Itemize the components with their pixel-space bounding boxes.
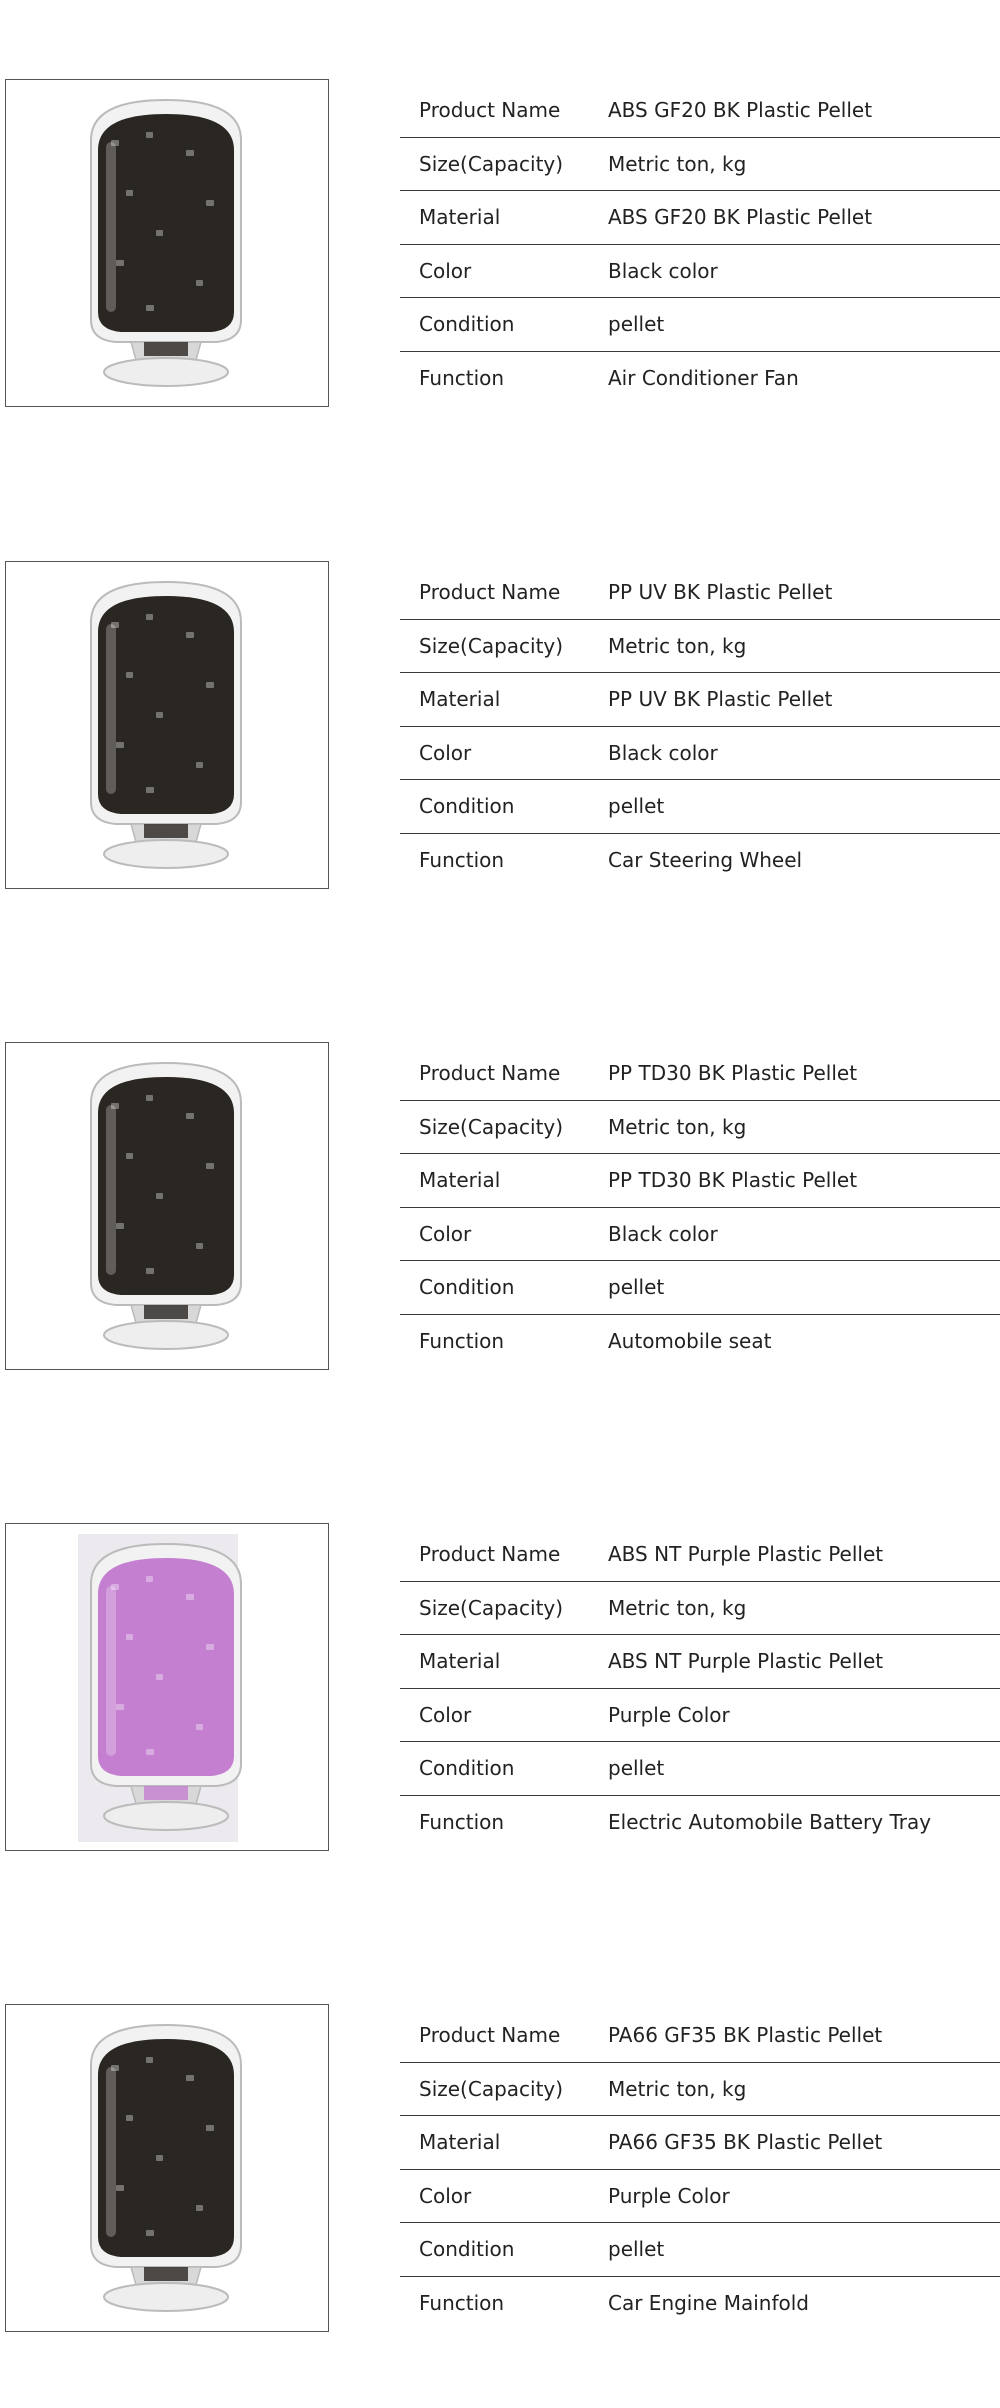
spec-row: [400, 2063, 1000, 2117]
spec-row: [400, 352, 1000, 406]
spec-row: [400, 1261, 1000, 1315]
spec-row: [400, 2116, 1000, 2170]
spec-table: [400, 2009, 1000, 2330]
spec-row: [400, 191, 1000, 245]
spec-row: [400, 245, 1000, 299]
product-photo: [5, 79, 329, 407]
spec-label: Size(Capacity): [419, 633, 564, 658]
spec-value: pellet: [608, 2237, 665, 2262]
spec-label: Function: [419, 1329, 505, 1354]
spec-label: Material: [419, 205, 501, 230]
spec-value: pellet: [608, 1275, 665, 1300]
spec-value: Electric Automobile Battery Tray: [608, 1810, 932, 1835]
spec-row: [400, 2009, 1000, 2063]
spec-value: ABS NT Purple Plastic Pellet: [608, 1649, 884, 1674]
spec-label: Condition: [419, 312, 515, 337]
spec-row: [400, 1208, 1000, 1262]
spec-value: Automobile seat: [608, 1329, 772, 1354]
spec-row: [400, 1635, 1000, 1689]
spec-value: PP UV BK Plastic Pellet: [608, 687, 833, 712]
spec-row: [400, 1315, 1000, 1369]
spec-label: Color: [419, 1221, 472, 1246]
spec-label: Material: [419, 1168, 501, 1193]
spec-table: [400, 1047, 1000, 1368]
product-block: [0, 79, 1000, 411]
spec-value: Metric ton, kg: [608, 2076, 747, 2101]
spec-value: ABS GF20 BK Plastic Pellet: [608, 205, 873, 230]
spec-row: [400, 1582, 1000, 1636]
spec-value: PP TD30 BK Plastic Pellet: [608, 1168, 858, 1193]
spec-label: Function: [419, 2291, 505, 2316]
spec-value: pellet: [608, 794, 665, 819]
spec-label: Size(Capacity): [419, 1595, 564, 1620]
spec-row: [400, 566, 1000, 620]
spec-value: Car Engine Mainfold: [608, 2291, 809, 2316]
spec-row: [400, 2277, 1000, 2331]
spec-value: Metric ton, kg: [608, 151, 747, 176]
spec-value: PA66 GF35 BK Plastic Pellet: [608, 2023, 883, 2048]
spec-value: PP TD30 BK Plastic Pellet: [608, 1061, 858, 1086]
spec-row: [400, 138, 1000, 192]
spec-label: Function: [419, 366, 505, 391]
product-photo: [5, 561, 329, 889]
spec-value: pellet: [608, 312, 665, 337]
spec-value: Black color: [608, 740, 718, 765]
spec-label: Size(Capacity): [419, 1114, 564, 1139]
spec-table: [400, 566, 1000, 887]
spec-value: ABS GF20 BK Plastic Pellet: [608, 98, 873, 123]
spec-label: Color: [419, 740, 472, 765]
spec-value: Black color: [608, 1221, 718, 1246]
spec-value: Air Conditioner Fan: [608, 366, 799, 391]
spec-row: [400, 1742, 1000, 1796]
spec-label: Condition: [419, 794, 515, 819]
spec-row: [400, 727, 1000, 781]
pellet-jar-image: [6, 80, 328, 406]
spec-label: Material: [419, 2130, 501, 2155]
spec-value: pellet: [608, 1756, 665, 1781]
spec-table: [400, 1528, 1000, 1849]
product-block: [0, 2004, 1000, 2336]
spec-label: Product Name: [419, 2023, 561, 2048]
spec-value: PP UV BK Plastic Pellet: [608, 580, 833, 605]
spec-label: Product Name: [419, 1542, 561, 1567]
spec-row: [400, 1154, 1000, 1208]
spec-row: [400, 2170, 1000, 2224]
spec-row: [400, 84, 1000, 138]
spec-row: [400, 834, 1000, 888]
spec-label: Color: [419, 2183, 472, 2208]
spec-label: Condition: [419, 1756, 515, 1781]
spec-value: Black color: [608, 258, 718, 283]
spec-row: [400, 1796, 1000, 1850]
spec-label: Function: [419, 1810, 505, 1835]
pellet-jar-image: [6, 2005, 328, 2331]
spec-value: Purple Color: [608, 1702, 730, 1727]
spec-row: [400, 673, 1000, 727]
product-photo: [5, 1523, 329, 1851]
pellet-jar-image: [6, 1524, 328, 1850]
pellet-jar-image: [6, 1043, 328, 1369]
spec-label: Size(Capacity): [419, 2076, 564, 2101]
spec-label: Product Name: [419, 580, 561, 605]
spec-value: Car Steering Wheel: [608, 848, 803, 873]
spec-label: Color: [419, 1702, 472, 1727]
spec-label: Size(Capacity): [419, 151, 564, 176]
spec-row: [400, 780, 1000, 834]
spec-label: Function: [419, 848, 505, 873]
spec-label: Product Name: [419, 98, 561, 123]
product-photo: [5, 1042, 329, 1370]
spec-value: PA66 GF35 BK Plastic Pellet: [608, 2130, 883, 2155]
spec-label: Condition: [419, 2237, 515, 2262]
product-block: [0, 1042, 1000, 1374]
spec-value: ABS NT Purple Plastic Pellet: [608, 1542, 884, 1567]
spec-value: Metric ton, kg: [608, 1114, 747, 1139]
spec-value: Metric ton, kg: [608, 633, 747, 658]
spec-row: [400, 1689, 1000, 1743]
spec-value: Purple Color: [608, 2183, 730, 2208]
product-block: [0, 1523, 1000, 1855]
spec-row: [400, 1101, 1000, 1155]
product-photo: [5, 2004, 329, 2332]
spec-row: [400, 298, 1000, 352]
spec-row: [400, 620, 1000, 674]
spec-label: Product Name: [419, 1061, 561, 1086]
spec-table: [400, 84, 1000, 405]
spec-label: Material: [419, 687, 501, 712]
spec-row: [400, 2223, 1000, 2277]
pellet-jar-image: [6, 562, 328, 888]
product-block: [0, 561, 1000, 893]
spec-value: Metric ton, kg: [608, 1595, 747, 1620]
spec-row: [400, 1047, 1000, 1101]
spec-row: [400, 1528, 1000, 1582]
spec-label: Color: [419, 258, 472, 283]
spec-label: Condition: [419, 1275, 515, 1300]
spec-label: Material: [419, 1649, 501, 1674]
